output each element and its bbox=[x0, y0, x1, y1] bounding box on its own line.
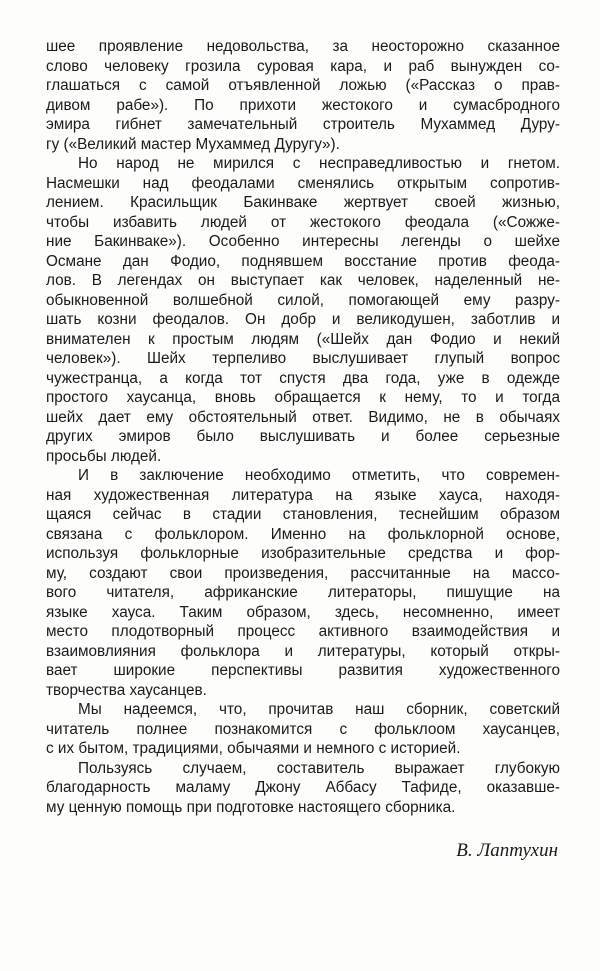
text-line: чтобы избавить людей от жестокого феодала («Сожже- bbox=[46, 213, 560, 231]
text-line: внимателен к простым людям («Шейх дан Фодио и некий bbox=[46, 330, 560, 348]
text-line: щаяся сейчас в стадии становления, теснейшим образом bbox=[46, 506, 560, 523]
text-line: дивом рабе»). По прихоти жестокого и сумасбродного bbox=[46, 96, 560, 114]
text-line: место плодотворный процесс активного взаимодействия и bbox=[46, 623, 560, 640]
paragraph bbox=[46, 37, 560, 154]
text-line: Насмешки над феодалами сменялись открытым сопротив- bbox=[46, 174, 560, 192]
text-line: языке хауса. Таким образом, здесь, несомненно, имеет bbox=[46, 603, 560, 621]
text-line: гу («Великий мастер Мухаммед Дуругу»). bbox=[46, 135, 340, 153]
text-line: вого читателя, африканские литераторы, пишущие на bbox=[46, 584, 560, 601]
text-line: лов. В легендах он выступает как человек, наделенный не- bbox=[46, 272, 560, 289]
paragraph bbox=[46, 700, 560, 759]
text-line: ние Бакинваке»). Особенно интересны легенды о шейхе bbox=[46, 233, 560, 250]
text-line: глашаться с самой отъявленной ложью («Рассказ о прав- bbox=[46, 77, 560, 94]
text-line: других эмиров было выслушивать и более серьезные bbox=[46, 428, 560, 445]
text-line: И в заключение необходимо отметить, что современ- bbox=[78, 467, 560, 484]
text-line: му, создают свои произведения, рассчитанные на массо- bbox=[46, 564, 560, 582]
text-line: шейх дает ему обстоятельный ответ. Видимо, не в обычаях bbox=[46, 408, 560, 426]
text-line: Пользуясь случаем, составитель выражает глубокую bbox=[78, 759, 560, 777]
text-line: Мы надеемся, что, прочитав наш сборник, советский bbox=[78, 701, 560, 718]
text-line: связана с фольклором. Именно на фольклорной основе, bbox=[46, 525, 560, 543]
text-line: му ценную помощь при подготовке настоящего сборника. bbox=[46, 798, 456, 816]
paragraph bbox=[46, 466, 560, 700]
text-line: эмира гибнет замечательный строитель Мухаммед Дуру- bbox=[46, 116, 560, 133]
text-line: слово человеку грозила суровая кара, и раб вынужден со- bbox=[46, 57, 560, 75]
text-line: творчества хаусанцев. bbox=[46, 681, 207, 699]
paragraph bbox=[46, 759, 560, 818]
author-signature: В. Лаптухин bbox=[456, 840, 558, 861]
text-line: чужестранца, а когда тот спустя два года, уже в одежде bbox=[46, 369, 560, 387]
page-body bbox=[46, 37, 560, 817]
text-line: человек»). Шейх терпеливо выслушивает глупый вопрос bbox=[46, 350, 560, 367]
text-line: Но народ не мирился с несправедливостью и гнетом. bbox=[78, 155, 560, 172]
text-line: Османе дан Фодио, поднявшем восстание против феода- bbox=[46, 252, 560, 270]
text-line: используя фольклорные изобразительные средства и фор- bbox=[46, 545, 560, 562]
text-line: с их бытом, традициями, обычаями и немного с историей. bbox=[46, 740, 461, 757]
text-line: обыкновенной волшебной силой, помогающей ему разру- bbox=[46, 291, 560, 309]
paragraph bbox=[46, 154, 560, 466]
text-line: вает широкие перспективы развития художественного bbox=[46, 662, 560, 679]
text-line: благодарность маламу Джону Аббасу Тафиде, оказавше- bbox=[46, 779, 560, 796]
text-line: ная художественная литература на языке хауса, находя- bbox=[46, 486, 560, 504]
text-line: взаимовлияния фольклора и литературы, который откры- bbox=[46, 642, 560, 660]
text-line: шать козни феодалов. Он добр и великодушен, заботлив и bbox=[46, 311, 560, 328]
text-line: шее проявление недовольства, за неосторожно сказанное bbox=[46, 38, 560, 55]
text-line: простого хаусанца, вновь обращается к нему, то и тогда bbox=[46, 389, 560, 406]
text-line: лением. Красильщик Бакинваке жертвует своей жизнью, bbox=[46, 194, 560, 211]
text-line: читатель полнее познакомится с фольклоом хаусанцев, bbox=[46, 720, 560, 738]
text-line: просьбы людей. bbox=[46, 447, 162, 465]
